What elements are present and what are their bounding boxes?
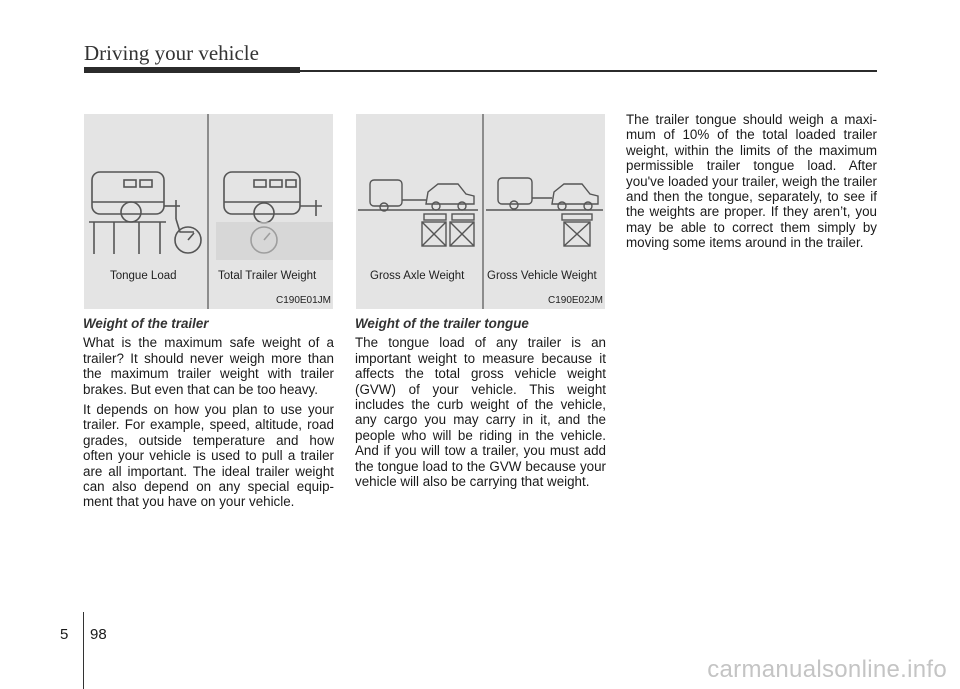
figure-code: C190E02JM xyxy=(547,295,603,306)
header-rule-thick xyxy=(84,67,300,73)
watermark: carmanualsonline.info xyxy=(707,656,947,683)
section-weight-of-tongue xyxy=(355,316,606,494)
page-header-title: Driving your vehicle xyxy=(84,41,259,65)
section-heading: Weight of the trailer xyxy=(83,316,209,331)
header-rule-thin xyxy=(300,70,877,72)
figure-label-gross-axle-weight: Gross Axle Weight xyxy=(370,270,465,282)
figure-gross-weight xyxy=(356,114,605,309)
body-paragraph: It depends on how you plan to use your trailer. For example, speed, altitude, road grades, outside temperature and how often your vehicle is used to pull a trailer are all important. The ideal trailer weight can also depend on any special equipment that you have on your vehicle. xyxy=(83,402,334,510)
footer-page-number: 98 xyxy=(90,626,107,643)
body-paragraph: The trailer tongue should weigh a maximum of 10% of the total loaded trailer weight, within the limits of the maximum permissible trailer tongue load. After you've loaded your trailer, weigh the trailer and then the tongue, separately, to see if the weights are proper. If they aren’t, you may be able to correct them simply by moving some items around in the trailer. xyxy=(626,112,877,251)
figure-label-gross-vehicle-weight: Gross Vehicle Weight xyxy=(487,270,597,282)
figure-label-tongue-load: Tongue Load xyxy=(110,270,177,282)
section-tongue-note xyxy=(626,112,877,256)
figure-code: C190E01JM xyxy=(275,295,331,306)
body-paragraph: The tongue load of any trailer is an important weight to measure because it affects the total gross vehicle weight (GVW) of your vehicle. This weight includes the curb weight of the vehicle, any cargo you may carry in it, and the people who will be riding in the vehicle. And if you will tow a trailer, you must add the tongue load to the GVW because your vehicle will also be carrying that weight. xyxy=(355,335,606,490)
section-heading: Weight of the trailer tongue xyxy=(355,316,529,331)
section-weight-of-trailer xyxy=(83,316,334,515)
body-paragraph: What is the maximum safe weight of a trailer? It should never weigh more than the maximum trailer weight with trailer brakes. But even that can be too heavy. xyxy=(83,335,334,397)
footer-section-number: 5 xyxy=(60,626,69,643)
figure-tongue-load xyxy=(84,114,333,309)
figure-label-total-trailer-weight: Total Trailer Weight xyxy=(218,270,317,282)
footer-divider xyxy=(83,612,84,689)
